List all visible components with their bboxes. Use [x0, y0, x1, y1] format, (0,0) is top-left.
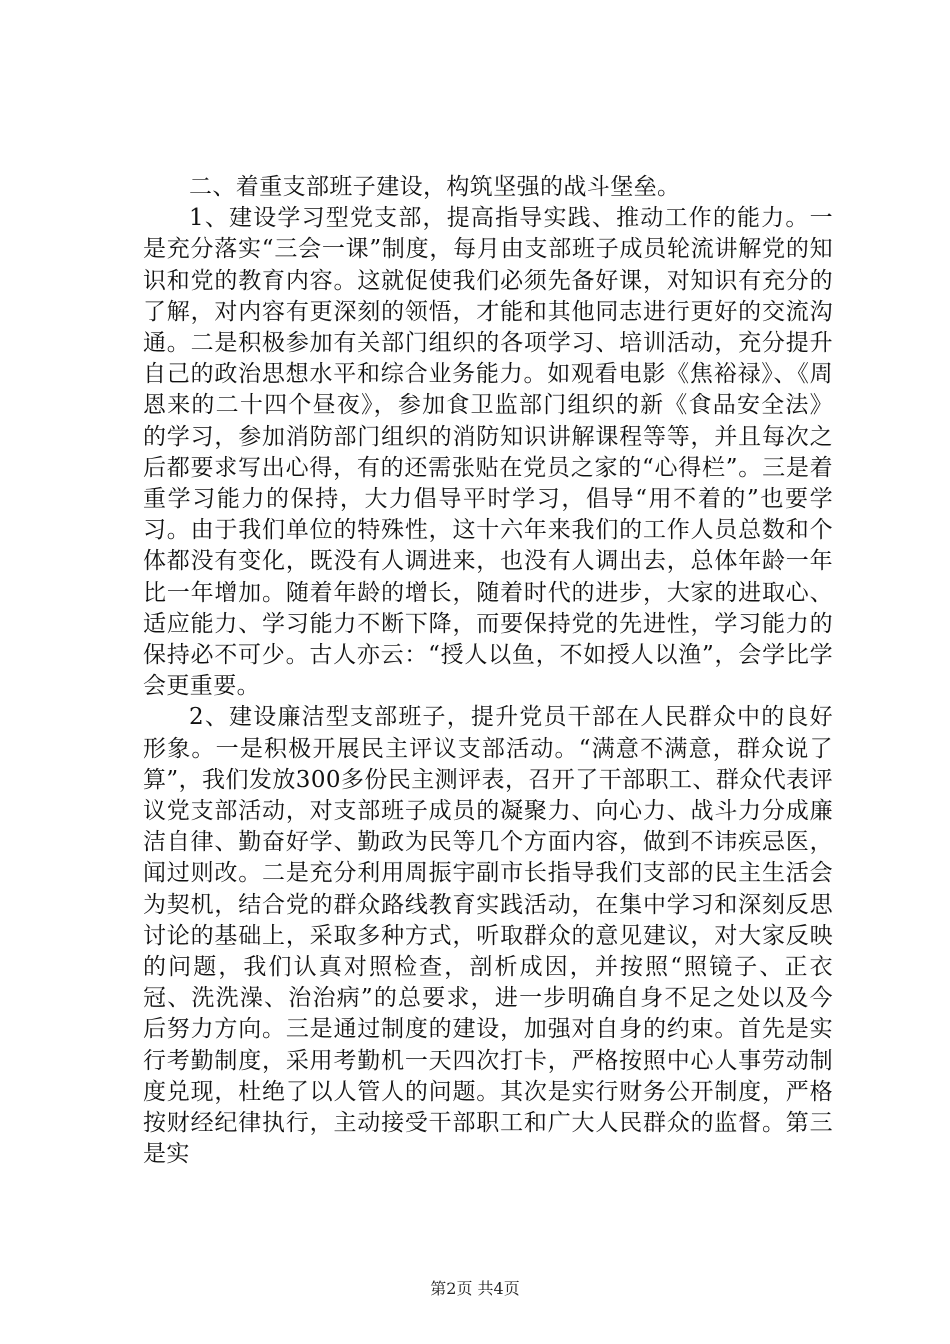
- document-body: [143, 172, 833, 1171]
- paragraph-clean-branch: 2、建设廉洁型支部班子，提升党员干部在人民群众中的良好形象。一是积极开展民主评议支部活动。“满意不满意，群众说了算”，我们发放300多份民主测评表，召开了干部职工、群众代表评议党支部活动，对支部班子成员的凝聚力、向心力、战斗力分成廉洁自律、勤奋好学、勤政为民等几个方面内容，做到不讳疾忌医，闻过则改。二是充分利用周振宇副市长指导我们支部的民主生活会为契机，结合党的群众路线教育实践活动，在集中学习和深刻反思讨论的基础上，采取多种方式，听取群众的意见建议，对大家反映的问题，我们认真对照检查，剖析成因，并按照“照镜子、正衣冠、洗洗澡、治治病”的总要求，进一步明确自身不足之处以及今后努力方向。三是通过制度的建设，加强对自身的约束。首先是实行考勤制度，采用考勤机一天四次打卡，严格按照中心人事劳动制度兑现，杜绝了以人管人的问题。其次是实行财务公开制度，严格按财经纪律执行，主动接受干部职工和广大人民群众的监督。第三是实: [143, 704, 833, 1168]
- page-number-footer: 第2页 共4页: [430, 1279, 520, 1298]
- section-heading: 二、着重支部班子建设，构筑坚强的战斗堡垒。: [189, 174, 681, 200]
- paragraph-study-branch: 1、建设学习型党支部，提高指导实践、推动工作的能力。一是充分落实“三会一课”制度，每月由支部班子成员轮流讲解党的知识和党的教育内容。这就促使我们必须先备好课，对知识有充分的了解，对内容有更深刻的领悟，才能和其他同志进行更好的交流沟通。二是积极参加有关部门组织的各项学习、培训活动，充分提升自己的政治思想水平和综合业务能力。如观看电影《焦裕禄》、《周恩来的二十四个昼夜》，参加食卫监部门组织的新《食品安全法》的学习，参加消防部门组织的消防知识讲解课程等等，并且每次之后都要求写出心得，有的还需张贴在党员之家的“心得栏”。三是着重学习能力的保持，大力倡导平时学习，倡导“用不着的”也要学习。由于我们单位的特殊性，这十六年来我们的工作人员总数和个体都没有变化，既没有人调进来，也没有人调出去，总体年龄一年比一年增加。随着年龄的增长，随着时代的进步，大家的进取心、适应能力、学习能力不断下降，而要保持党的先进性，学习能力的保持必不可少。古人亦云：“授人以鱼，不如授人以渔”，会学比学会更重要。: [143, 205, 833, 700]
